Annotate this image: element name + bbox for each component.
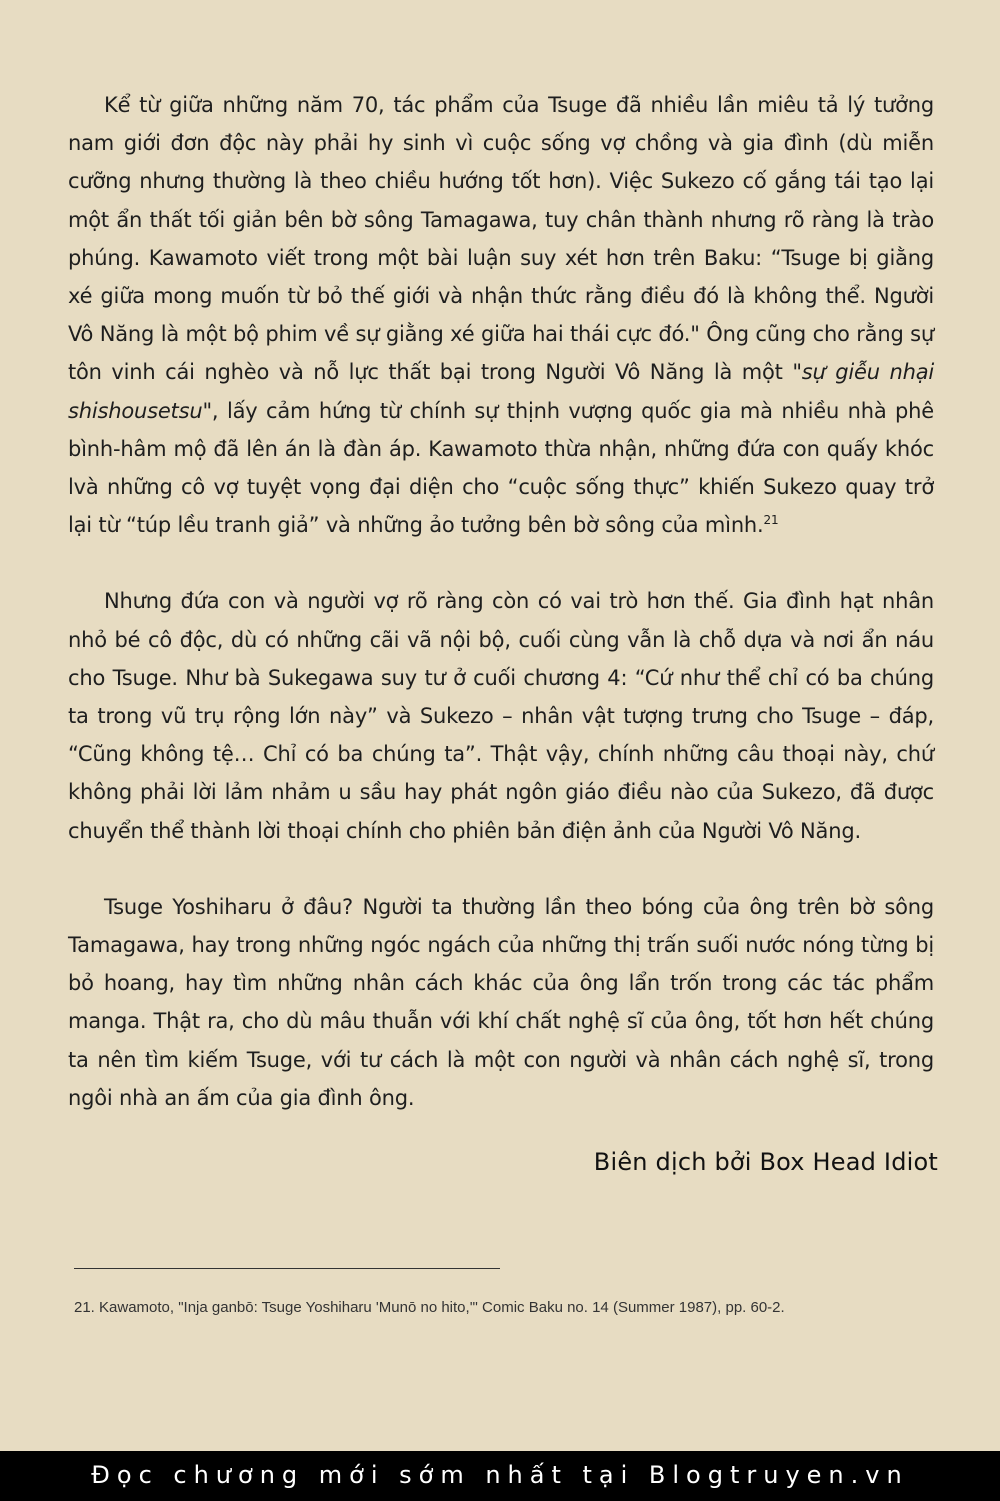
- paragraph-1-text-b: ", lấy cảm hứng từ chính sự thịnh vượng quốc gia mà nhiều nhà phê bình-hâm mộ đã lên án là đàn áp. Kawamoto thừa nhận, những đứa con quấy khóc lvà những cô vợ tuyệt vọng đại diện cho “cuộc sống thực” khiến Sukezo quay trở lại từ “túp lều tranh giả” và những ảo tưởng bên bờ sông của mình.: [68, 398, 934, 538]
- promo-banner: Đọc chương mới sớm nhất tại Blogtruyen.vn: [0, 1451, 1000, 1501]
- paragraph-1-italic: sự giễu nhại shishousetsu: [68, 360, 935, 423]
- footnote: 21. Kawamoto, "Inja ganbō: Tsuge Yoshiharu 'Munō no hito,'" Comic Baku no. 14 (Summer 1987), pp. 60-2.: [74, 1299, 785, 1316]
- footnote-divider: [74, 1268, 500, 1269]
- paragraph-1: [68, 86, 934, 544]
- footnote-marker: 21: [763, 513, 779, 528]
- paragraph-1-text-a: Kể từ giữa những năm 70, tác phẩm của Tsuge đã nhiều lần miêu tả lý tưởng nam giới đơn độc này phải hy sinh vì cuộc sống vợ chồng và gia đình (dù miễn cưỡng nhưng thường là theo chiều hướng tốt hơn). Việc Sukezo cố gắng tái tạo lại một ẩn thất tối giản bên bờ sông Tamagawa, tuy chân thành nhưng rõ ràng là trào phúng. Kawamoto viết trong một bài luận suy xét hơn trên Baku: “Tsuge bị giằng xé giữa mong muốn từ bỏ thế giới và nhận thức rằng điều đó là không thể. Người Vô Năng là một bộ phim về sự giằng xé giữa hai thái cực đó." Ông cũng cho rằng sự tôn vinh cái nghèo và nỗ lực thất bại trong Người Vô Năng là một ": [68, 93, 934, 385]
- paragraph-3: Tsuge Yoshiharu ở đâu? Người ta thường lần theo bóng của ông trên bờ sông Tamagawa, hay trong những ngóc ngách của những thị trấn suối nước nóng từng bị bỏ hoang, hay tìm những nhân cách khác của ông lẩn trốn trong các tác phẩm manga. Thật ra, cho dù mâu thuẫn với khí chất nghệ sĩ của ông, tốt hơn hết chúng ta nên tìm kiếm Tsuge, với tư cách là một con người và nhân cách nghệ sĩ, trong ngôi nhà an ấm của gia đình ông.: [68, 894, 934, 1110]
- essay-body: [68, 86, 934, 1155]
- translator-credit: Biên dịch bởi Box Head Idiot: [593, 1148, 938, 1176]
- paragraph-2: Nhưng đứa con và người vợ rõ ràng còn có vai trò hơn thế. Gia đình hạt nhân nhỏ bé cô độc, dù có những cãi vã nội bộ, cuối cùng vẫn là chỗ dựa và nơi ẩn náu cho Tsuge. Như bà Sukegawa suy tư ở cuối chương 4: “Cứ như thể chỉ có ba chúng ta trong vũ trụ rộng lớn này” và Sukezo – nhân vật tượng trưng cho Tsuge – đáp, “Cũng không tệ… Chỉ có ba chúng ta”. Thật vậy, chính những câu thoại này, chứ không phải lời lảm nhảm u sầu hay phát ngôn giáo điều nào của Sukezo, đã được chuyển thể thành lời thoại chính cho phiên bản điện ảnh của Người Vô Năng.: [68, 589, 934, 843]
